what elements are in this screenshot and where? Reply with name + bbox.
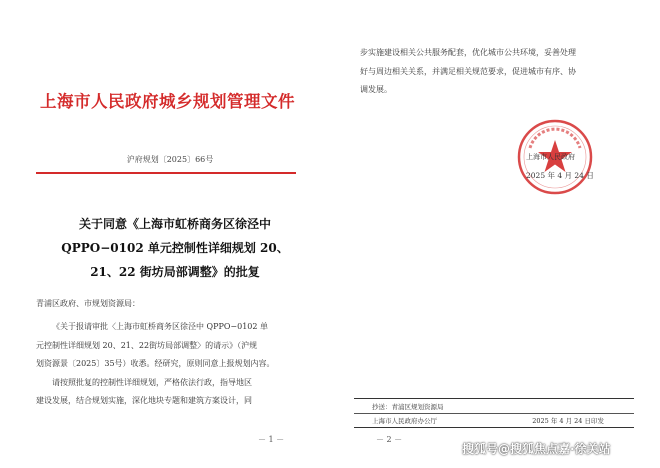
seal-date: 2025 年 4 月 24 日	[526, 171, 594, 180]
body-text	[360, 44, 650, 100]
header-red-rule	[36, 172, 296, 174]
title-line: QPPO−0102 单元控制性详细规划 20、	[61, 241, 289, 255]
body-line: 好与周边相关关系，并满足相关规范要求，促进城市有序、协	[360, 66, 576, 76]
body-line: 调发展。	[360, 85, 392, 94]
recipient-line: 青浦区政府、市规划资源局：	[36, 299, 140, 308]
body-line: 《关于报请审批〈上海市虹桥商务区徐泾中 QPPO−0102 单	[52, 322, 269, 331]
page-number: － 2 －	[376, 435, 403, 444]
body-text	[36, 318, 296, 411]
body-line: 建设发展，结合规划实施，深化地块专题和建筑方案设计，同	[36, 396, 252, 405]
page-number: － 1 －	[258, 435, 285, 444]
document-page-right	[330, 0, 660, 468]
document-header: 上海市人民政府城乡规划管理文件	[40, 92, 295, 111]
title-line: 关于同意《上海市虹桥商务区徐泾中	[78, 217, 271, 231]
cc-rule	[354, 413, 634, 414]
cc-line: 抄送：青浦区规划资源局	[372, 403, 444, 411]
body-line: 元控制性详细规划 20、21、22街坊局部调整〉的请示》（沪规	[36, 340, 258, 350]
seal-organization: 上海市人民政府	[526, 153, 575, 161]
cc-block	[354, 398, 634, 428]
body-line: 请按照批复的控制性详细规划，严格依法行政，指导地区	[52, 377, 252, 387]
body-line: 划资源景〔2025〕35号）收悉。经研究，原则同意上报规划内容。	[36, 359, 275, 368]
issuer-line: 上海市人民政府办公厅	[372, 417, 437, 425]
document-number: 沪府规划〔2025〕66号	[126, 155, 214, 164]
issue-date: 2025 年 4 月 24 日印发	[532, 417, 604, 425]
title-line: 21、22 街坊局部调整》的批复	[90, 265, 260, 279]
body-line: 步实施建设相关公共服务配套，优化城市公共环境，妥善处理	[360, 48, 576, 57]
document-title	[40, 212, 310, 284]
watermark: 搜狐号@搜狐焦点嘉·徐关站	[462, 442, 611, 456]
